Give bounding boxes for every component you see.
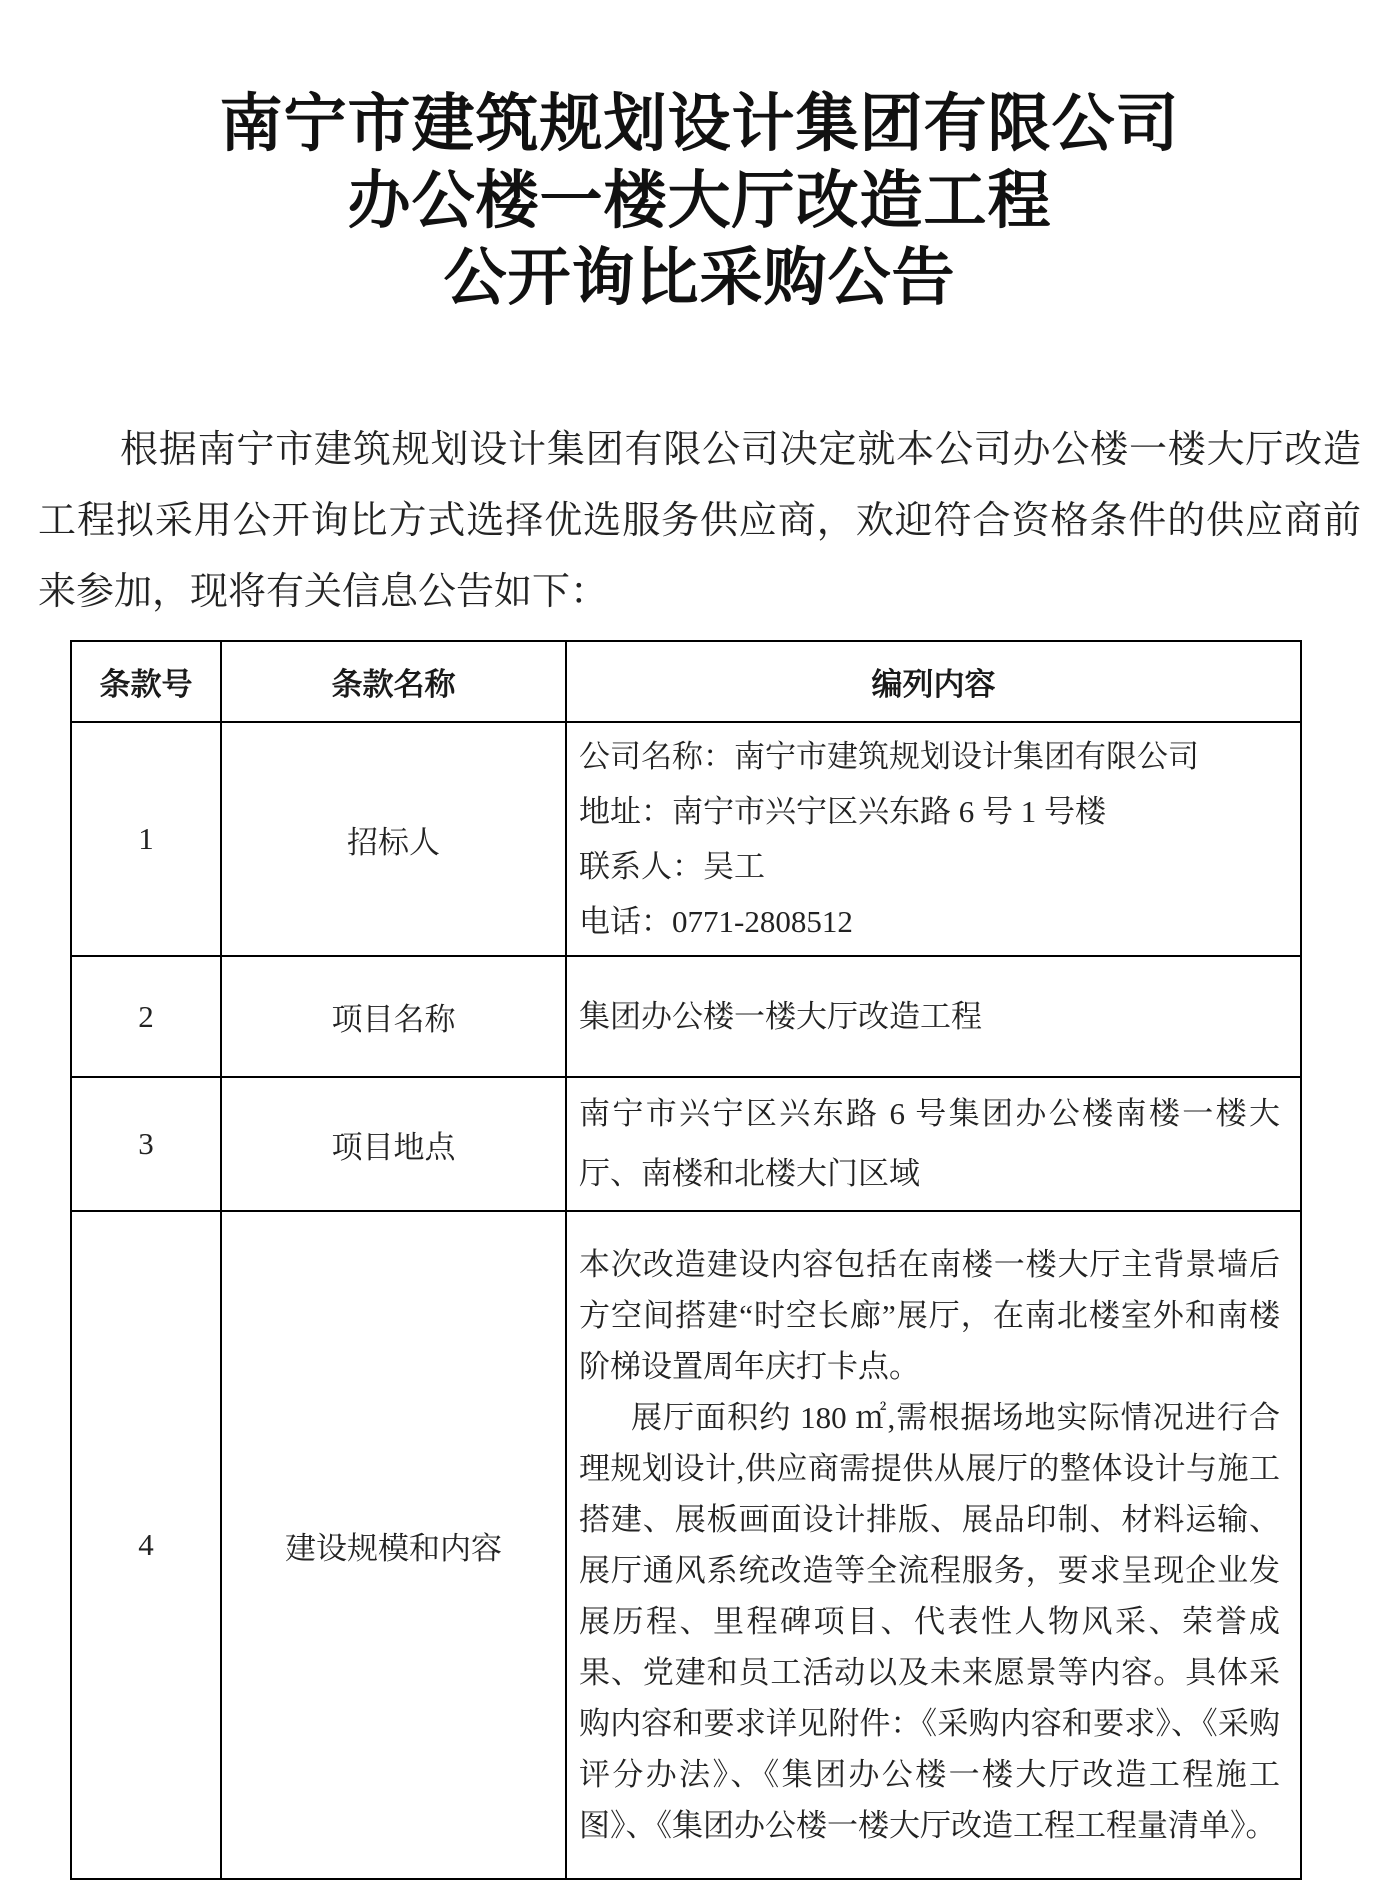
title-line-company: 南宁市建筑规划设计集团有限公司 [219, 89, 1180, 159]
clause-number: 2 [71, 956, 221, 1077]
table-row-construction-scope [71, 1211, 1301, 1879]
project-name-line: 集团办公楼一楼大厅改造工程 [579, 999, 982, 1034]
clause-content [566, 1077, 1301, 1211]
document-title [0, 0, 1399, 317]
clause-content [566, 1211, 1301, 1879]
table-row-project-name [71, 956, 1301, 1077]
clause-name: 招标人 [221, 722, 566, 956]
table-header-row [71, 641, 1301, 722]
clause-name: 项目地点 [221, 1077, 566, 1211]
clause-name: 项目名称 [221, 956, 566, 1077]
header-clause-name: 条款名称 [221, 641, 566, 722]
scope-paragraph-2: 展厅面积约 180 ㎡,需根据场地实际情况进行合理规划设计,供应商需提供从展厅的整体设计与施工搭建、展板画面设计排版、展品印制、材料运输、展厅通风系统改造等全流程服务，要求呈现企业发展历程、里程碑项目、代表性人物风采、荣誉成果、党建和员工活动以及未来愿景等内容。具体采购内容和要求详见附件：《采购内容和要求》、《采购评分办法》、《集团办公楼一楼大厅改造工程施工图》、《集团办公楼一楼大厅改造工程工程量清单》。 [579, 1400, 1280, 1843]
intro-paragraph: 根据南宁市建筑规划设计集团有限公司决定就本公司办公楼一楼大厅改造工程拟采用公开询比方式选择优选服务供应商，欢迎符合资格条件的供应商前来参加，现将有关信息公告如下： [38, 429, 1361, 613]
phone-line: 电话：0771-2808512 [579, 904, 853, 939]
clause-content [566, 956, 1301, 1077]
clause-number: 4 [71, 1211, 221, 1879]
address-line: 地址：南宁市兴宁区兴东路 6 号 1 号楼 [579, 794, 1106, 829]
project-location-line: 南宁市兴宁区兴东路 6 号集团办公楼南楼一楼大厅、南楼和北楼大门区域 [579, 1096, 1280, 1191]
table-row-project-location [71, 1077, 1301, 1211]
header-clause-content: 编列内容 [566, 641, 1301, 722]
title-line-project: 办公楼一楼大厅改造工程 [347, 166, 1052, 236]
company-name-line: 公司名称：南宁市建筑规划设计集团有限公司 [579, 739, 1199, 774]
contact-person-line: 联系人：吴工 [579, 849, 765, 884]
title-line-notice: 公开询比采购公告 [443, 243, 956, 313]
clause-number: 1 [71, 722, 221, 956]
clause-number: 3 [71, 1077, 221, 1211]
scope-paragraph-1: 本次改造建设内容包括在南楼一楼大厅主背景墙后方空间搭建“时空长廊”展厅，在南北楼室外和南楼阶梯设置周年庆打卡点。 [579, 1247, 1280, 1384]
clause-name: 建设规模和内容 [221, 1211, 566, 1879]
header-clause-number: 条款号 [71, 641, 221, 722]
announcement-table [70, 640, 1302, 1880]
clause-content [566, 722, 1301, 956]
table-row-tenderer [71, 722, 1301, 956]
